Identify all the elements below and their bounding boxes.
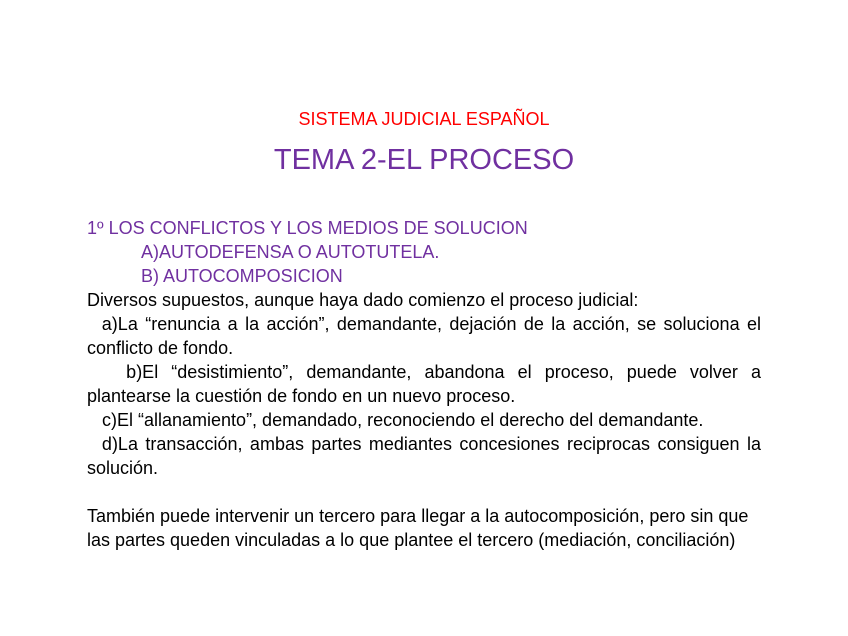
case-allanamiento: c)El “allanamiento”, demandado, reconociendo el derecho del demandante. [87,410,704,430]
sub-item-autodefensa: A)AUTODEFENSA O AUTOTUTELA. [141,242,440,262]
case-desistimiento: b)El “desistimiento”, demandante, abandona el proceso, puede volver a plantearse la cuestión de fondo en un nuevo proceso. [87,362,761,406]
intro-text: Diversos supuestos, aunque haya dado comienzo el proceso judicial: [87,290,639,310]
sub-item-autocomposicion: B) AUTOCOMPOSICION [141,266,343,286]
page-title: TEMA 2-EL PROCESO [273,144,575,176]
section-heading: 1º LOS CONFLICTOS Y LOS MEDIOS DE SOLUCION [87,218,528,238]
spacer [87,480,761,504]
slide-body [87,216,761,552]
case-transaccion: d)La transacción, ambas partes mediantes concesiones reciprocas consiguen la solución. [87,434,761,478]
closing-paragraph: También puede intervenir un tercero para llegar a la autocomposición, pero sin que las partes queden vinculadas a lo que plantee el tercero (mediación, conciliación) [87,506,749,550]
case-renuncia: a)La “renuncia a la acción”, demandante, dejación de la acción, se soluciona el conflicto de fondo. [87,314,761,358]
subject-heading: SISTEMA JUDICIAL ESPAÑOL [298,109,550,129]
